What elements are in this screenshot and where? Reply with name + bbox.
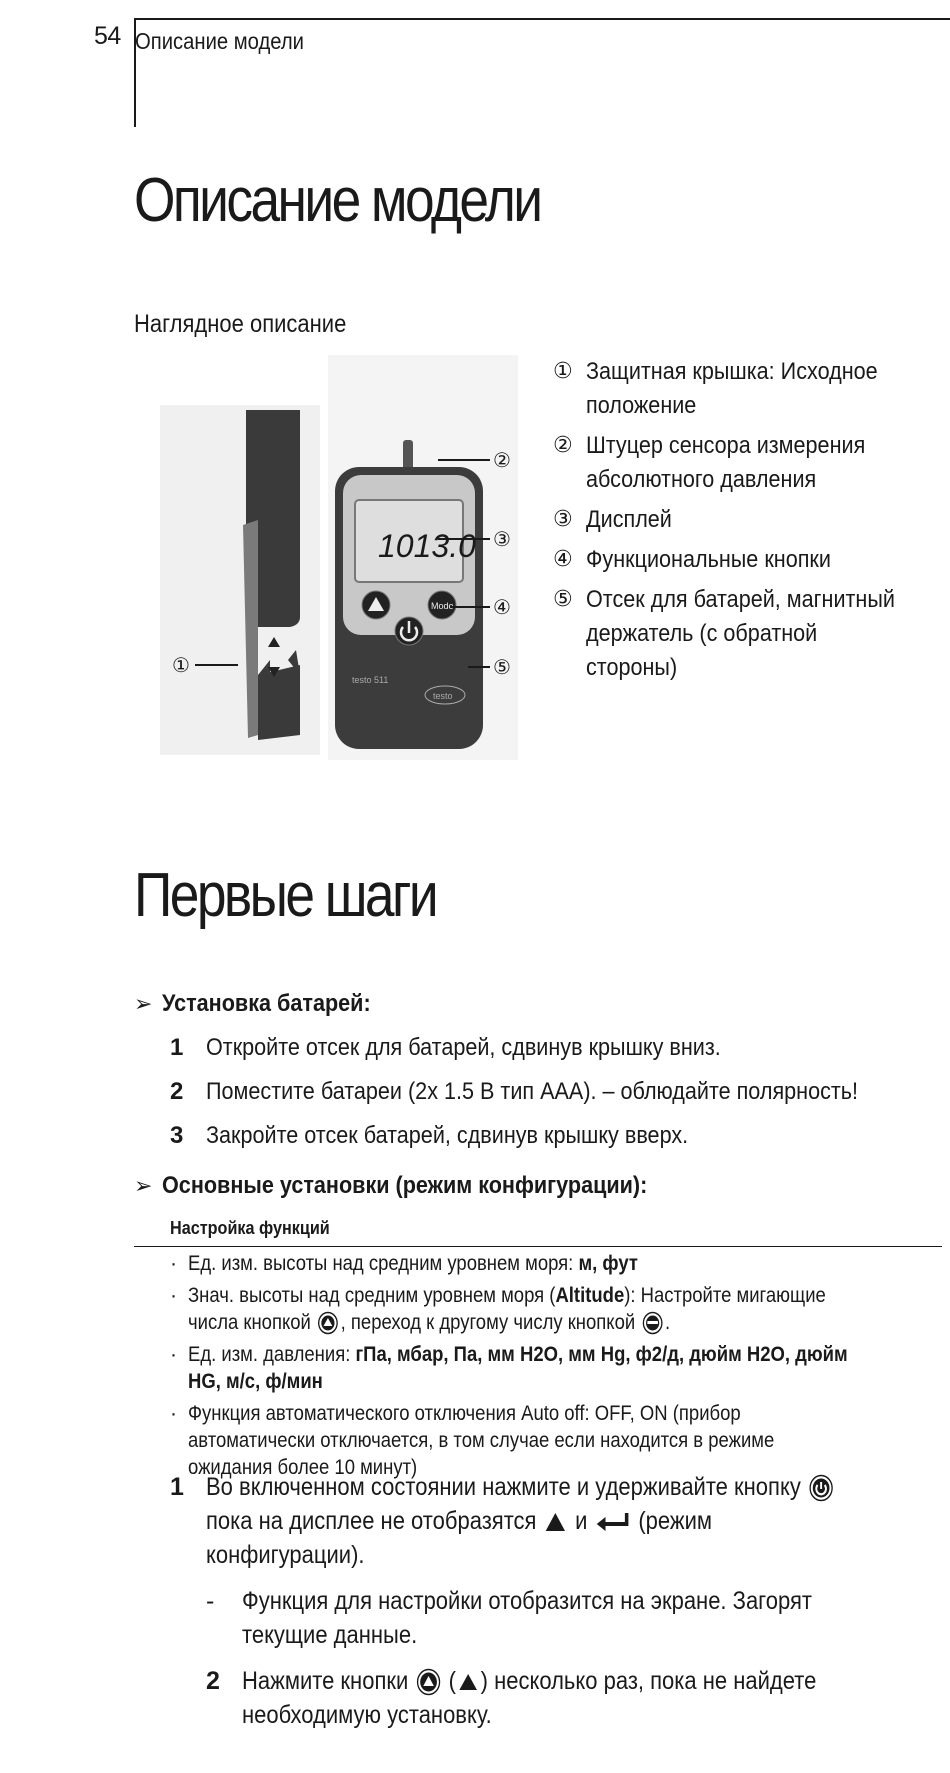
table-rule: [134, 1246, 942, 1247]
lcd-value: 1013.0: [378, 528, 476, 564]
callout-3-marker: ③: [493, 527, 511, 551]
battery-step: 1 Откройте отсек для батарей, сдвинув крышку вниз.: [170, 1034, 721, 1061]
arrow-right-icon: ➢: [134, 1173, 153, 1199]
callout-item: ② Штуцер сенсора измерения абсолютного давления: [553, 432, 866, 493]
battery-step: 3 Закройте отсек батарей, сдвинув крышку вверх.: [170, 1122, 689, 1149]
battery-step: 2 Поместите батареи (2x 1.5 В тип AAA). – облюдайте полярность!: [170, 1078, 859, 1105]
config-steps: [170, 1470, 950, 1732]
device-figure: [150, 355, 530, 770]
enter-arrow-icon: [595, 1513, 630, 1531]
callout-2-marker: ②: [493, 448, 511, 472]
up-button-icon: [416, 1668, 441, 1696]
callout-5-marker: ⑤: [493, 655, 511, 679]
triangle-up-icon: [458, 1672, 479, 1692]
list-item: · Функция автоматического отключения Auto off: OFF, ON (прибор автоматически отключается, в том случае если находится в режиме ожидания более 10 минут): [170, 1402, 775, 1479]
svg-text:testo 511: testo 511: [352, 675, 389, 685]
callout-list: [553, 355, 943, 691]
config-step: 2 Нажмите кнопки ( ) несколько раз, пока не найдете необходимую установку.: [206, 1667, 817, 1729]
up-button-icon: [318, 1311, 339, 1335]
svg-text:Mode: Mode: [431, 601, 454, 611]
running-header-title: Описание модели: [135, 28, 304, 54]
subsection-title-visual: Наглядное описание: [134, 310, 347, 338]
callout-item: ③ Дисплей: [553, 506, 672, 533]
function-settings-heading: Настройка функций: [170, 1218, 330, 1238]
list-item: · Ед. изм. высоты над средним уровнем моря: м, фут: [170, 1252, 638, 1275]
function-settings-list: [170, 1250, 950, 1486]
callout-item: ④ Функциональные кнопки: [553, 546, 831, 573]
power-button-icon: [809, 1474, 834, 1502]
list-item: · Ед. изм. давления: гПа, мбар, Па, мм H2O, мм Hg, ф2/д, дюйм H2O, дюйм HG, м/с, ф/мин: [170, 1343, 848, 1393]
callout-item: ① Защитная крышка: Исходное положение: [553, 358, 878, 419]
mode-button-icon: [642, 1311, 663, 1335]
section-title-model: Описание модели: [134, 166, 541, 235]
callout-1-marker: ①: [172, 653, 190, 677]
config-step: 1 Во включенном состоянии нажмите и удерживайте кнопку пока на дисплее не отобразятся и (режим конфигурации).: [170, 1470, 950, 1572]
triangle-up-icon: [544, 1511, 567, 1533]
arrow-right-icon: ➢: [134, 991, 153, 1017]
header-horizontal-rule: [134, 18, 950, 20]
config-sub-step: - Функция для настройки отобразится на экране. Загорят текущие данные.: [206, 1587, 812, 1649]
page-number: 54: [94, 22, 121, 50]
callout-4-marker: ④: [493, 595, 511, 619]
cap-lower: [258, 665, 300, 740]
callout-item: ⑤ Отсек для батарей, магнитный держатель (с обратной стороны): [553, 586, 895, 681]
device-illustration: [150, 355, 530, 770]
list-item: · Знач. высоты над средним уровнем моря (Altitude): Настройте мигающие числа кнопкой , переход к другому числу кнопкой .: [170, 1284, 826, 1334]
svg-text:testo: testo: [433, 691, 453, 701]
config-heading: ➢ Основные установки (режим конфигурации):: [134, 1172, 648, 1199]
section-title-first-steps: Первые шаги: [134, 861, 437, 930]
battery-heading: ➢ Установка батарей:: [134, 990, 372, 1017]
